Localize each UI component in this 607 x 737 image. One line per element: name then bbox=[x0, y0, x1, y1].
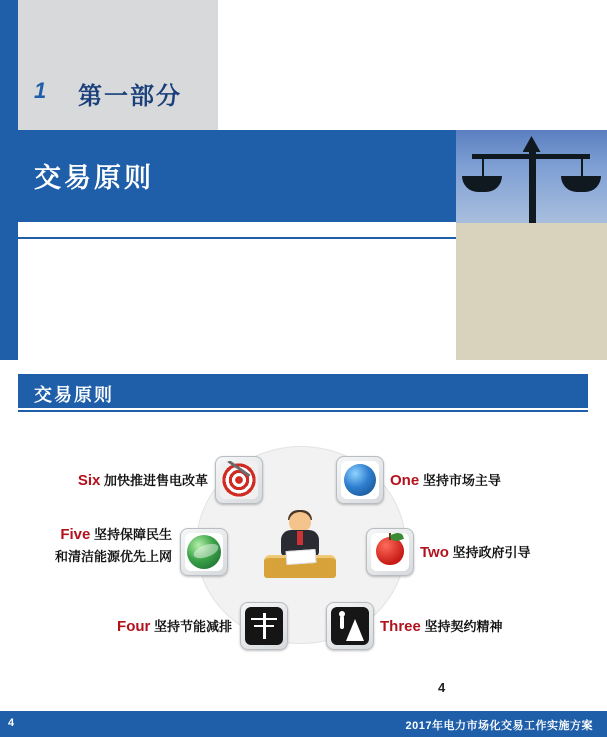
scale-pan-left-icon bbox=[462, 159, 502, 193]
left-accent-bar bbox=[0, 0, 18, 360]
green-globe-icon bbox=[185, 533, 223, 571]
footer-page-number: 4 bbox=[8, 717, 15, 729]
principle-five-cn-line2: 和清洁能源优先上网 bbox=[54, 548, 172, 564]
divider-thin-rule bbox=[18, 237, 456, 239]
principle-four-en: Four bbox=[117, 618, 151, 635]
section-header-bar bbox=[18, 374, 588, 408]
principle-three-en: Three bbox=[380, 618, 421, 635]
power-tower-icon bbox=[245, 607, 283, 645]
principle-label-five bbox=[36, 524, 172, 566]
principle-four-cn: 坚持节能减排 bbox=[153, 619, 232, 634]
principle-node-five[interactable] bbox=[180, 528, 228, 576]
principle-label-three bbox=[380, 616, 503, 635]
principle-label-six bbox=[46, 470, 208, 489]
principle-label-four bbox=[66, 616, 232, 635]
beige-filler-block bbox=[456, 223, 607, 360]
principle-one-en: One bbox=[390, 472, 420, 489]
blue-sphere-icon bbox=[341, 461, 379, 499]
red-apple-icon bbox=[371, 533, 409, 571]
principle-six-en: Six bbox=[77, 472, 101, 489]
divider-band-title: 交易原则 bbox=[34, 163, 154, 193]
section-title: 交易原则 bbox=[34, 385, 114, 405]
principle-five-en: Five bbox=[60, 526, 91, 543]
scale-pan-right-icon bbox=[561, 159, 601, 193]
principle-node-two[interactable] bbox=[366, 528, 414, 576]
principle-five-cn: 坚持保障民生 bbox=[93, 527, 172, 542]
section-divider-slide bbox=[0, 0, 607, 360]
principle-label-one bbox=[390, 470, 501, 489]
part-number: 1 bbox=[34, 78, 48, 103]
principle-label-two bbox=[420, 542, 531, 561]
principle-two-cn: 坚持政府引导 bbox=[452, 545, 531, 560]
scale-pole-icon bbox=[529, 148, 536, 223]
principle-node-six[interactable] bbox=[215, 456, 263, 504]
principle-node-three[interactable] bbox=[326, 602, 374, 650]
principles-diagram bbox=[0, 418, 607, 678]
principle-three-cn: 坚持契约精神 bbox=[424, 619, 503, 634]
footer-title: 2017年电力市场化交易工作实施方案 bbox=[405, 720, 593, 732]
balance-scale-photo bbox=[456, 130, 607, 223]
principle-two-en: Two bbox=[420, 544, 449, 561]
content-slide bbox=[0, 360, 607, 737]
principle-one-cn: 坚持市场主导 bbox=[422, 473, 501, 488]
dart-target-icon bbox=[220, 461, 258, 499]
slide-page-number: 4 bbox=[438, 680, 446, 695]
part-title: 第一部分 bbox=[78, 83, 182, 110]
center-person-icon bbox=[264, 510, 336, 580]
footer-bar bbox=[0, 711, 607, 737]
principle-node-one[interactable] bbox=[336, 456, 384, 504]
person-and-tree-icon bbox=[331, 607, 369, 645]
section-underline bbox=[18, 410, 588, 412]
principle-six-cn: 加快推进售电改革 bbox=[103, 473, 208, 488]
principle-node-four[interactable] bbox=[240, 602, 288, 650]
